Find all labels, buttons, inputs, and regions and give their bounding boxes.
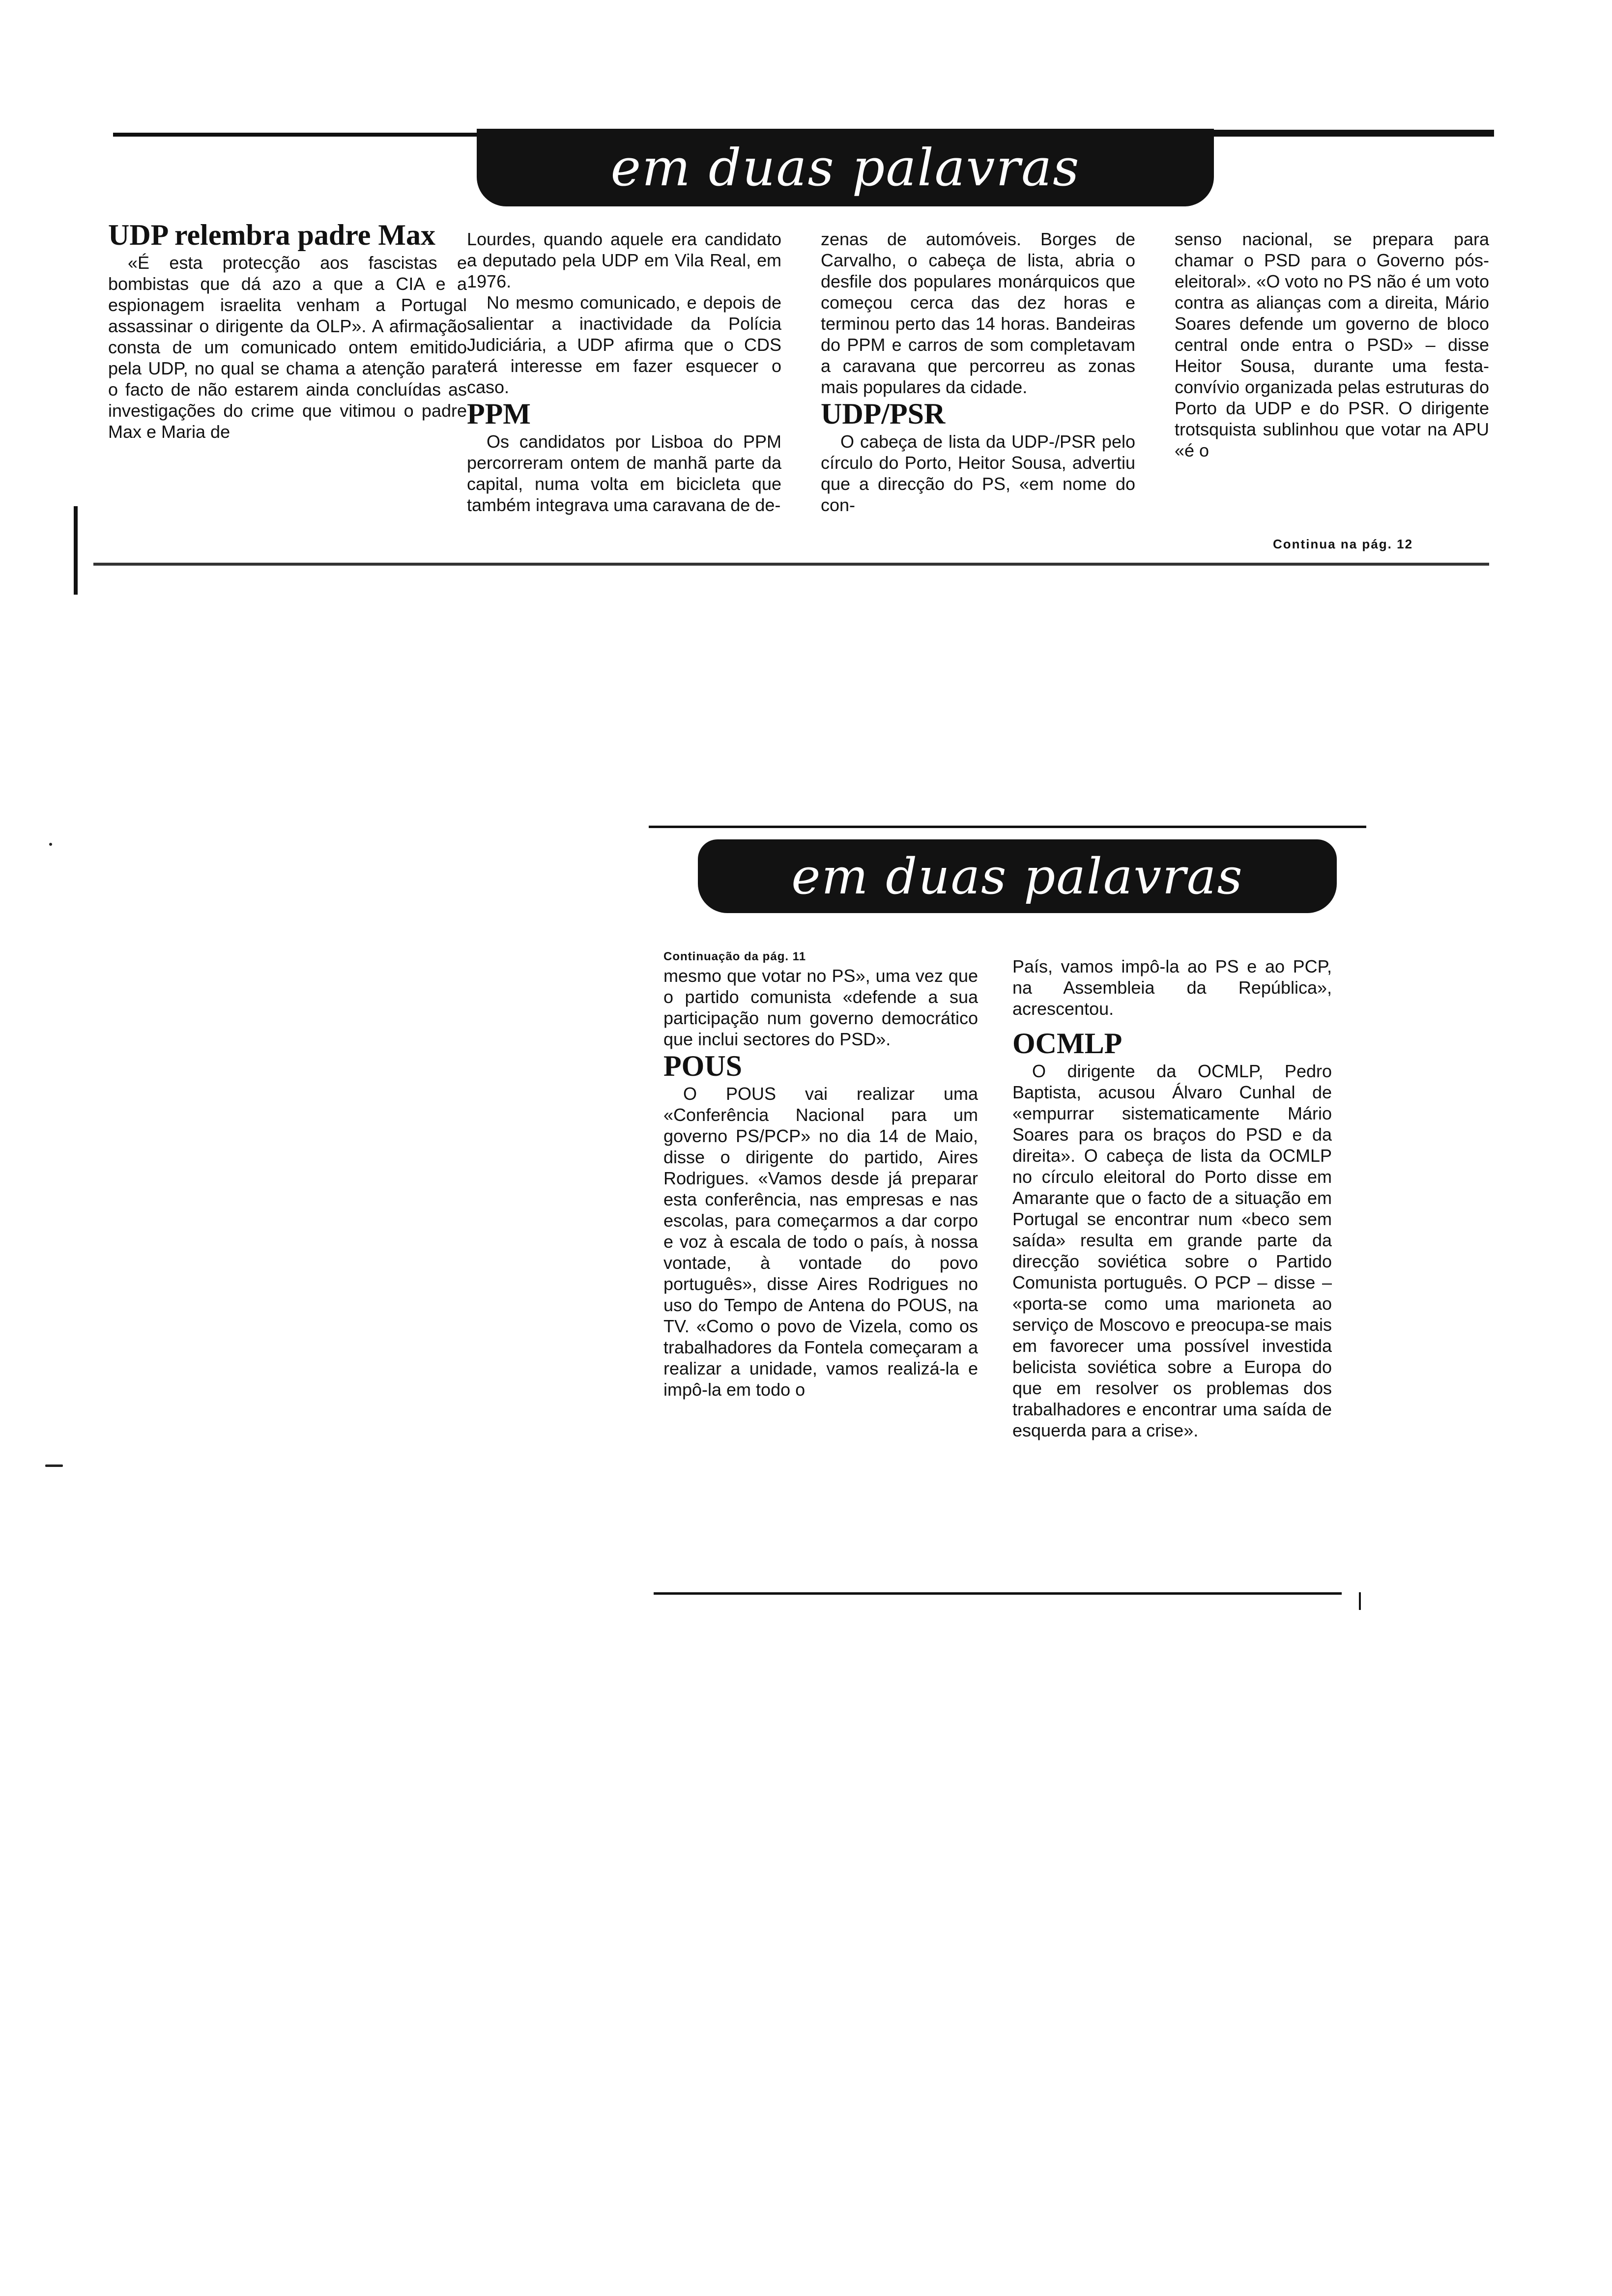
continued-note: Continua na pág. 12 [1273,537,1413,551]
paragraph: No mesmo comunicado, e depois de salientar a inactividade da Polícia Judiciária, a UDP afirma que o CDS terá interesse em fazer esquecer o caso. [467,292,781,397]
paragraph: mesmo que votar no PS», uma vez que o partido comunista «defende a sua participação num governo democrático que inclui sectores do PSD». [663,966,978,1049]
section-banner [477,129,1214,206]
page-mark [1359,1592,1361,1610]
paragraph: zenas de automóveis. Borges de Carvalho, o cabeça de lista, abria o desfile dos populares monárquicos que começou cerca das dez horas e terminou perto das 14 horas. Bandeiras do PPM e carros de som completavam a caravana que percorreu as zonas mais populares da cidade. [821,229,1135,397]
clipping-bottom [639,826,1366,1622]
paragraph: O cabeça de lista da UDP-/PSR pelo círculo do Porto, Heitor Sousa, advertiu que a direcção do PS, «em nome do con- [821,431,1135,515]
section-banner [698,839,1337,913]
subhead-udp-psr: UDP/PSR [821,398,946,430]
subhead-ppm: PPM [467,398,531,430]
banner-title: em duas palavras [610,138,1080,198]
subhead-pous: POUS [663,1050,743,1082]
article-column-2 [1012,956,1332,1441]
left-edge-bar [74,506,78,595]
article-column-1 [663,948,978,1400]
clipping-top [74,123,1499,595]
paragraph: Os candidatos por Lisboa do PPM percorreram ontem de manhã parte da capital, numa volta em bicicleta que também integrava uma caravana de de- [467,431,781,515]
article-column-3 [821,229,1135,516]
top-rule [649,826,1366,828]
paragraph: O dirigente da OCMLP, Pedro Baptista, acusou Álvaro Cunhal de «empurrar sistematicamente Mário Soares para os braços do PSD e da direita». O cabeça de lista da OCMLP no círculo eleitoral do Porto disse em Amarante que o facto de a situação em Portugal se encontrar num «beco sem saída» resulta em grande parte da direcção soviética sobre o Partido Comunista português. O PCP – disse – «porta-se como uma marioneta ao serviço de Moscovo e preocupa-se mais em favorecer uma possível investida belicista soviética sobre a Europa do que em resolver os problemas dos trabalhadores e encontrar uma saída de esquerda para a crise». [1012,1061,1332,1440]
article-column-1 [108,219,467,442]
paragraph: «É esta protecção aos fascistas e bombistas que dá azo a que a CIA e a espionagem israelita venham a Portugal assassinar o dirigente da OLP». A afirmação consta de um comunicado ontem emitido pela UDP, no qual se chama a atenção para o facto de não estarem ainda concluídas as investigações do crime que vitimou o padre Max e Maria de [108,253,467,442]
scan-mark [49,843,52,846]
headline: UDP relembra padre Max [108,219,436,251]
bottom-rule [654,1592,1342,1595]
banner-title: em duas palavras [791,847,1243,905]
paragraph: senso nacional, se prepara para chamar o PSD para o Governo pós-eleitoral». «O voto no PS não é um voto contra as alianças com a direita, Mário Soares defende um governo de bloco central onde entra o PSD» – disse Heitor Sousa, durante uma festa-convívio organizada pelas estruturas do Porto da UDP e do PSR. O dirigente trotsquista sublinhou que votar na APU «é o [1175,229,1489,460]
scan-mark [45,1464,63,1467]
subhead-ocmlp: OCMLP [1012,1027,1123,1060]
paragraph: País, vamos impô-la ao PS e ao PCP, na Assembleia da República», acrescentou. [1012,956,1332,1019]
article-column-2 [467,229,781,516]
article-column-4 [1175,229,1489,461]
continuation-note: Continuação da pág. 11 [663,950,806,963]
paragraph: Lourdes, quando aquele era candidato a deputado pela UDP em Vila Real, em 1976. [467,229,781,291]
bottom-rule [93,563,1489,566]
paragraph: O POUS vai realizar uma «Conferência Nacional para um governo PS/PCP» no dia 14 de Maio, disse o dirigente do partido, Aires Rodrigues. «Vamos desde já preparar esta conferência, nas empresas e nas escolas, para começarmos a dar corpo e voz à escala de todo o país, à nossa vontade, à vontade do povo português», disse Aires Rodrigues no uso do Tempo de Antena do POUS, na TV. «Como o povo de Vizela, como os trabalhadores da Fontela começaram a realizar a unidade, vamos realizá-la e impô-la em todo o [663,1084,978,1400]
